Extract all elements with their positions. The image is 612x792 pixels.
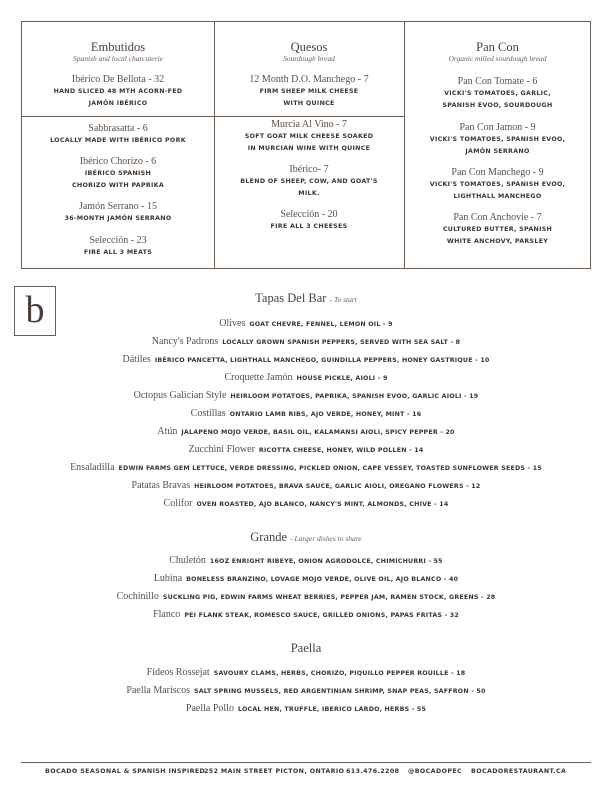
menu-item [214,118,404,155]
item-name: Pan Con Manchego - 9 [451,167,544,178]
dish-description: EDWIN FARMS GEM LETTUCE, VERDE DRESSING, PICKLED ONION, CAPE VESSEY, TOASTED SUNFLOWER SEEDS - 15 [118,465,542,472]
item-description: IBÉRICO SPANISH [84,170,152,177]
menu-row [0,700,612,717]
dish-name: Croquette Jamón [224,372,293,383]
item-description: SPANISH EVOO, SOURDOUGH [442,102,553,109]
section-title: Paella [290,641,322,655]
menu-row [0,495,612,512]
section-title: Quesos [290,40,328,54]
dish-description: SALT SPRING MUSSELS, RED ARGENTINIAN SHRIMP, SNAP PEAS, SAFFRON - 50 [193,688,486,695]
item-name: Ibérico- 7 [289,164,329,175]
dish-name: Fideos Rossejat [146,667,210,678]
menu-row [0,552,612,569]
menu-row [0,333,612,350]
dish-description: LOCAL HEN, TRUFFLE, IBERICO LARDO, HERBS - 55 [237,706,427,713]
dish-name: Chuletón [169,555,206,566]
quesos-column [214,22,405,268]
dish-name: Atún [157,426,178,437]
item-description: IN MURCIAN WINE WITH QUINCE [247,145,371,152]
item-description: LIGHTHALL MANCHEGO [453,193,542,200]
menu-row [0,423,612,440]
section-subtitle: Spanish and local charcuterie [73,54,163,63]
dish-name: Zucchini Flower [188,444,255,455]
footer-divider [21,762,591,763]
dish-description: BONELESS BRANZINO, LOVAGE MOJO VERDE, OLIVE OIL, AJO BLANCO - 40 [186,576,459,583]
menu-item [404,211,591,248]
dish-description: JALAPENO MOJO VERDE, BASIL OIL, KALAMANSI AIOLI, SPICY PEPPER - 20 [181,429,455,436]
section-tag: - To start [329,295,357,304]
footer-brand: BOCADO SEASONAL & SPANISH INSPIRED [45,768,206,775]
item-description: BLEND OF SHEEP, COW, AND GOAT'S [240,178,378,185]
divider [214,116,404,117]
item-name: Jamón Serrano - 15 [78,201,158,212]
tapas-heading [0,290,612,308]
paella-heading [0,640,612,656]
item-description: VICKI'S TOMATOES, SPANISH EVOO, [429,181,566,188]
logo-letter: b [25,289,45,331]
dish-description: RICOTTA CHEESE, HONEY, WILD POLLEN - 14 [258,447,424,454]
dish-name: Colifor [163,498,193,509]
item-name: Pan Con Anchovie - 7 [453,212,542,223]
dish-description: HEIRLOOM POTATOES, PAPRIKA, SPANISH EVOO, GARLIC AIOLI - 19 [230,393,479,400]
section-title: Pan Con [476,40,519,54]
menu-row [0,369,612,386]
dish-description: LOCALLY GROWN SPANISH PEPPERS, SERVED WITH SEA SALT - 8 [222,339,461,346]
menu-row [0,477,612,494]
dish-name: Patatas Bravas [131,480,191,491]
dish-name: Nancy's Padrons [151,336,219,347]
item-name: Pan Con Tomate - 6 [457,76,538,87]
menu-row [0,682,612,699]
dish-name: Dátiles [122,354,151,365]
menu-row [0,588,612,605]
menu-item [404,166,591,203]
embutidos-column [22,22,215,268]
dish-description: 16OZ ENRIGHT RIBEYE, ONION AGRODOLCE, CHIMICHURRI - 55 [209,558,443,565]
item-description: 36-MONTH JAMÓN SERRANO [64,215,172,222]
item-description: CULTURED BUTTER, SPANISH [442,226,553,233]
divider [22,116,214,117]
dish-description: ONTARIO LAMB RIBS, AJO VERDE, HONEY, MINT - 16 [229,411,422,418]
dish-name: Costillas [190,408,226,419]
item-name: Murcia Al Vino - 7 [271,119,347,130]
item-description: WHITE ANCHOVY, PARSLEY [446,238,549,245]
dish-description: PEI FLANK STEAK, ROMESCO SAUCE, GRILLED ONIONS, PAPAS FRITAS - 32 [184,612,459,619]
menu-item [22,200,214,225]
pancon-column [404,22,591,268]
menu-row [0,606,612,623]
section-title: Embutidos [90,40,146,54]
menu-item [22,73,214,110]
dish-description: HOUSE PICKLE, AIOLI - 9 [296,375,388,382]
dish-description: OVEN ROASTED, AJO BLANCO, NANCY'S MINT, ALMONDS, CHIVE - 14 [196,501,449,508]
dish-description: GOAT CHEVRE, FENNEL, LEMON OIL - 9 [249,321,393,328]
menu-item [214,208,404,233]
item-description: VICKI'S TOMATOES, SPANISH EVOO, [429,136,566,143]
item-name: Ibérico Chorizo - 6 [79,156,157,167]
item-description: HAND SLICED 48 MTH ACORN-FED [53,88,183,95]
item-description: VICKI'S TOMATOES, GARLIC, [444,90,551,97]
dish-description: SUCKLING PIG, EDWIN FARMS WHEAT BERRIES, PEPPER JAM, RAMEN STOCK, GREENS - 28 [162,594,496,601]
menu-row [0,664,612,681]
menu-item [22,155,214,192]
menu-row [0,351,612,368]
menu-item [214,163,404,200]
section-subtitle: Organic milled sourdough bread [448,54,547,63]
menu-item [22,234,214,259]
section-title: Tapas Del Bar [255,291,327,305]
item-name: Selección - 20 [280,209,338,220]
dish-name: Ensaladilla [70,462,115,473]
dish-description: IBÉRICO PANCETTA, LIGHTHALL MANCHEGO, GUINDILLA PEPPERS, HONEY GASTRIQUE - 10 [154,357,490,364]
dish-name: Olives [219,318,246,329]
dish-name: Flanco [153,609,181,620]
menu-row [0,570,612,587]
dish-name: Octopus Galician Style [133,390,227,401]
item-description: FIRE ALL 3 MEATS [83,249,153,256]
footer-address: 252 MAIN STREET PICTON, ONTARIO [204,768,345,775]
item-description: JAMÓN IBÉRICO [88,100,148,107]
item-name: Sabbrasatta - 6 [88,123,148,134]
menu-row [0,441,612,458]
section-subtitle: Sourdough bread [283,54,335,63]
item-description: FIRM SHEEP MILK CHEESE [259,88,359,95]
item-description: MILK. [298,190,320,197]
menu-row [0,387,612,404]
dish-name: Paella Pollo [185,703,234,714]
item-name: Pan Con Jamon - 9 [459,122,536,133]
menu-item [22,122,214,147]
item-name: 12 Month D.O. Manchego - 7 [249,74,369,85]
menu-item [404,75,591,112]
dish-name: Lubina [153,573,183,584]
item-name: Ibérico De Bellota - 32 [71,74,165,85]
menu-row [0,315,612,332]
item-description: FIRE ALL 3 CHEESES [270,223,348,230]
footer-phone[interactable]: 613.476.2208 [346,768,400,775]
dish-description: HEIRLOOM POTATOES, BRAVA SAUCE, GARLIC AIOLI, OREGANO FLOWERS - 12 [194,483,481,490]
menu-row [0,459,612,476]
footer [21,768,591,780]
top-menu-grid [21,21,591,269]
menu-row [0,405,612,422]
item-description: WITH QUINCE [283,100,335,107]
section-tag: - Larger dishes to share [290,534,362,543]
item-description: JAMÓN SERRANO [465,148,530,155]
item-description: CHORIZO WITH PAPRIKA [71,182,165,189]
menu-item [404,121,591,158]
grande-heading [0,529,612,547]
section-title: Grande [250,530,288,544]
dish-name: Paella Mariscos [126,685,190,696]
menu-item [214,73,404,110]
item-description: LOCALLY MADE WITH IBÉRICO PORK [50,137,186,144]
item-description: SOFT GOAT MILK CHEESE SOAKED [244,133,374,140]
dish-name: Cochinillo [116,591,159,602]
footer-social[interactable]: @BOCADOPEC [408,768,463,775]
item-name: Selección - 23 [89,235,147,246]
footer-website[interactable]: BOCADORESTAURANT.CA [471,768,567,775]
dish-description: SAVOURY CLAMS, HERBS, CHORIZO, PIQUILLO PEPPER ROUILLE - 18 [213,670,466,677]
